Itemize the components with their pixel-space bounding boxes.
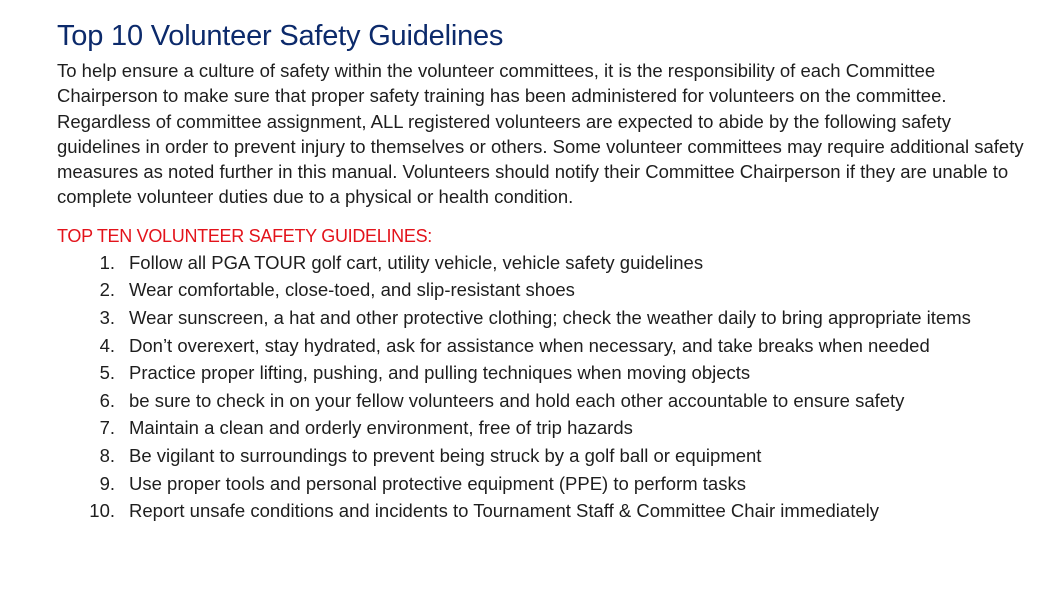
guideline-number: 4.: [99, 334, 115, 356]
guideline-item: [57, 304, 1032, 332]
guideline-number: 1.: [99, 251, 115, 273]
guideline-text: Practice proper lifting, pushing, and pulling techniques when moving objects: [129, 362, 751, 384]
guideline-number: 3.: [99, 306, 115, 328]
guideline-number: 6.: [99, 389, 115, 411]
guideline-number: 10.: [89, 500, 115, 522]
guideline-item: [57, 359, 1032, 387]
section-heading: TOP TEN VOLUNTEER SAFETY GUIDELINES:: [57, 225, 432, 246]
guideline-text: Wear comfortable, close-toed, and slip-resistant shoes: [129, 279, 575, 301]
document-page: [57, 18, 1032, 525]
guideline-number: 5.: [99, 362, 115, 384]
guideline-text: Maintain a clean and orderly environment, free of trip hazards: [129, 417, 633, 439]
guideline-item: [57, 276, 1032, 304]
guideline-item: [57, 497, 1032, 525]
intro-paragraph: To help ensure a culture of safety within the volunteer committees, it is the responsibility of each Committee Chairperson to make sure that proper safety training has been administered for volunteers on the committee. Regardless of committee assignment, ALL registered volunteers are expected to abide by the following safety guidelines in order to prevent injury to themselves or others. Some volunteer committees may require additional safety measures as noted further in this manual. Volunteers should notify their Committee Chairperson if they are unable to complete volunteer duties due to a physical or health condition.: [57, 60, 1024, 208]
guideline-text: Use proper tools and personal protective equipment (PPE) to perform tasks: [129, 472, 746, 494]
guideline-item: [57, 387, 1032, 415]
guideline-text: Follow all PGA TOUR golf cart, utility vehicle, vehicle safety guidelines: [129, 251, 704, 273]
guideline-number: 8.: [99, 444, 115, 466]
guideline-item: [57, 414, 1032, 442]
guideline-text: Wear sunscreen, a hat and other protective clothing; check the weather daily to bring appropriate items: [129, 306, 971, 328]
guideline-item: [57, 249, 1032, 277]
guideline-text: be sure to check in on your fellow volunteers and hold each other accountable to ensure safety: [129, 389, 905, 411]
guideline-text: Be vigilant to surroundings to prevent being struck by a golf ball or equipment: [129, 444, 762, 466]
guideline-item: [57, 470, 1032, 498]
guideline-number: 9.: [99, 472, 115, 494]
guideline-number: 7.: [99, 417, 115, 439]
guideline-text: Report unsafe conditions and incidents to Tournament Staff & Committee Chair immediately: [129, 500, 879, 522]
guideline-number: 2.: [99, 279, 115, 301]
guideline-item: [57, 442, 1032, 470]
page-title: Top 10 Volunteer Safety Guidelines: [57, 20, 504, 52]
guideline-text: Don’t overexert, stay hydrated, ask for assistance when necessary, and take breaks when needed: [129, 334, 930, 356]
guidelines-list: [57, 249, 1032, 525]
guideline-item: [57, 332, 1032, 360]
